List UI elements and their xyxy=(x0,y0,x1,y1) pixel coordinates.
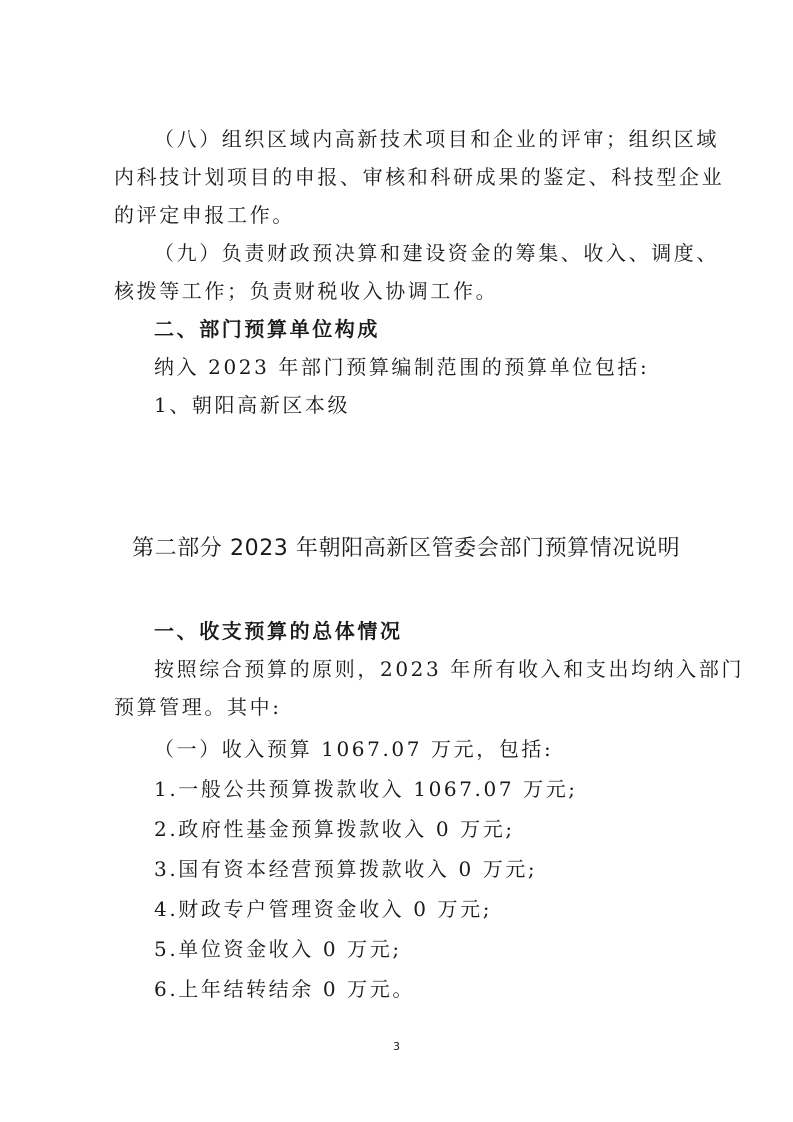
item-9-line-1: （九）负责财政预决算和建设资金的筹集、收入、调度、 xyxy=(154,241,719,265)
income-item-4: 4.财政专户管理资金收入 0 万元; xyxy=(154,897,493,921)
item-8-line-2: 内科技计划项目的申报、审核和科研成果的鉴定、科技型企业 xyxy=(114,165,725,189)
income-item-3: 3.国有资本经营预算拨款收入 0 万元; xyxy=(154,857,538,881)
section-heading-overview: 一、收支预算的总体情况 xyxy=(154,619,403,643)
income-item-6: 6.上年结转结余 0 万元。 xyxy=(154,977,415,1001)
item-8-line-3: 的评定申报工作。 xyxy=(114,203,295,227)
page-number: 3 xyxy=(393,1040,400,1053)
item-8-line-1: （八）组织区域内高新技术项目和企业的评审；组织区域 xyxy=(154,127,719,151)
item-9-line-2: 核拨等工作；负责财税收入协调工作。 xyxy=(114,279,499,303)
overview-intro-line-1: 按照综合预算的原则，2023 年所有收入和支出均纳入部门 xyxy=(154,657,745,681)
overview-intro-line-2: 预算管理。其中: xyxy=(114,695,282,719)
income-item-5: 5.单位资金收入 0 万元; xyxy=(154,937,402,961)
income-item-1: 1.一般公共预算拨款收入 1067.07 万元; xyxy=(154,777,578,801)
income-item-2: 2.政府性基金预算拨款收入 0 万元; xyxy=(154,817,515,841)
budget-unit-item: 1、朝阳高新区本级 xyxy=(154,393,351,417)
budget-units-intro: 纳入 2023 年部门预算编制范围的预算单位包括: xyxy=(154,355,650,379)
section-heading-budget-units: 二、部门预算单位构成 xyxy=(154,317,380,341)
part-two-title: 第二部分 2023 年朝阳高新区管委会部门预算情况说明 xyxy=(132,536,681,561)
income-heading: （一）收入预算 1067.07 万元，包括: xyxy=(154,737,554,761)
